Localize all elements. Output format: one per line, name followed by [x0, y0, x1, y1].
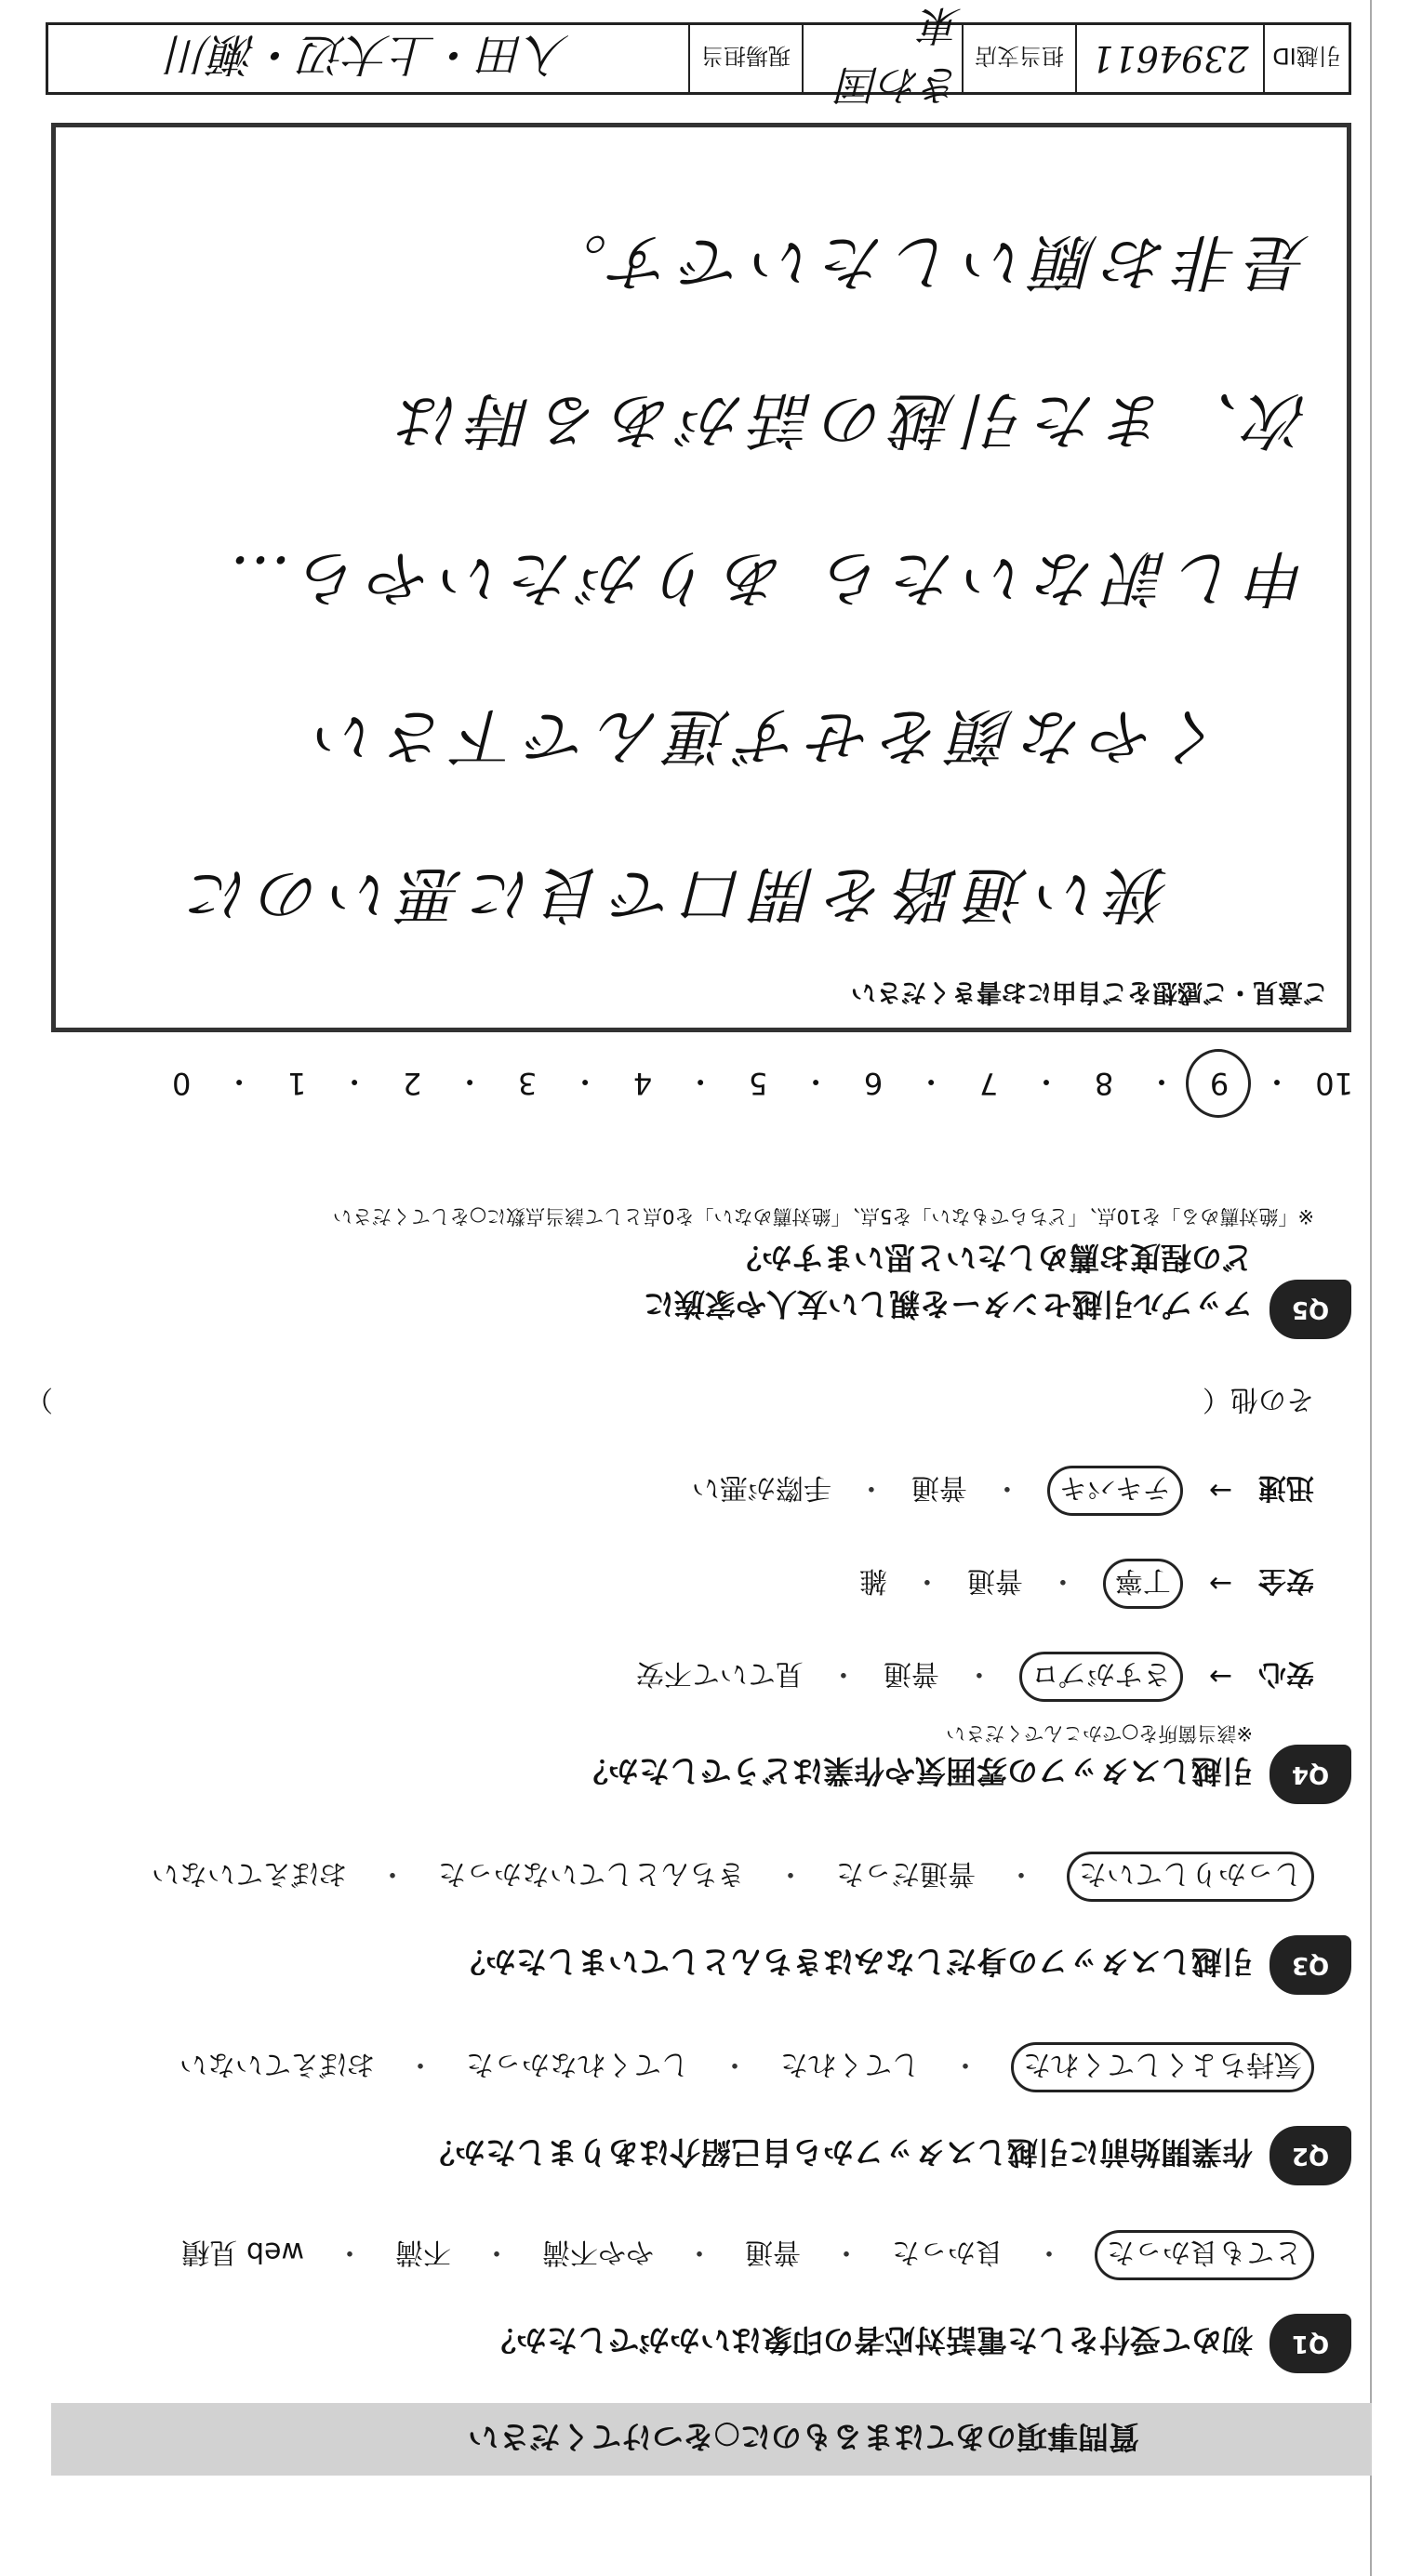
q5-separator: ・	[224, 1064, 255, 1099]
q2-option[interactable]: してくれなかった	[466, 2048, 689, 2080]
q3-separator: ・	[777, 1857, 804, 1890]
q4-row-label: 安心	[1258, 1657, 1314, 1690]
q1-separator: ・	[483, 2236, 511, 2268]
id-value: 2394611	[1075, 25, 1263, 92]
q5-score-option[interactable]: 0	[171, 1066, 192, 1101]
q5-note: ※「絶対薦める」を10点、「どちらでもない」を5点、「絶対薦めない」を0点として該当点数に○をしてください	[332, 1205, 1314, 1228]
q1-option[interactable]: 不満	[395, 2236, 451, 2268]
q3-option[interactable]: 普通だった	[836, 1857, 976, 1890]
q4-note: ※該当箇所を○でかこんでください	[946, 1722, 1253, 1745]
q4-option[interactable]: テキパキ	[1047, 1466, 1183, 1516]
q4-row-label: 迅速	[1258, 1471, 1314, 1504]
comment-box	[51, 123, 1351, 1032]
q5-separator: ・	[1262, 1064, 1293, 1099]
q5-score-option[interactable]: 4	[632, 1066, 653, 1101]
q4-row	[636, 1652, 1314, 1702]
q4-option[interactable]: 普通	[883, 1657, 939, 1690]
q1-text: 初めて受付をした電話対応者の印象はいかがでしたか？	[485, 2322, 1253, 2358]
q1-option[interactable]: 良かった	[892, 2236, 1004, 2268]
comment-line-3: 申し訳ないたら ありがたいやら…	[220, 542, 1309, 614]
q2-separator: ・	[406, 2048, 434, 2080]
staff-label: 現場担当	[688, 25, 802, 92]
instruction-text: 質問事項のあてはまるものに○をつけてください	[468, 2419, 1139, 2456]
q3-option[interactable]: おぼえていない	[152, 1857, 347, 1890]
q5-score-option[interactable]: 6	[863, 1066, 884, 1101]
instruction-bar	[51, 2403, 1372, 2476]
page-edge	[1370, 0, 1409, 2576]
q4-separator: ・	[857, 1471, 885, 1504]
q1-option[interactable]: やや不満	[542, 2236, 654, 2268]
q1-options	[181, 2230, 1314, 2280]
q4-option[interactable]: 普通	[911, 1471, 967, 1504]
q5-separator: ・	[916, 1064, 947, 1099]
q4-other-label: その他（	[1203, 1383, 1314, 1415]
q5-text-line1: アップル引越センターを親しい友人や家族に	[643, 1286, 1253, 1322]
q5-separator: ・	[455, 1064, 485, 1099]
q2-option[interactable]: してくれた	[780, 2048, 920, 2080]
q2-option[interactable]: 気持ちよくしてくれた	[1011, 2042, 1314, 2092]
q5-icon: Q5	[1269, 1280, 1351, 1339]
q5-score-option[interactable]: 9	[1201, 1066, 1238, 1101]
q1-option[interactable]: 普通	[745, 2236, 801, 2268]
q5-separator: ・	[570, 1064, 601, 1099]
q1-separator: ・	[1035, 2236, 1063, 2268]
q1-option[interactable]: とても良かった	[1095, 2230, 1314, 2280]
id-label: 引越ID	[1263, 25, 1349, 92]
q4-row	[859, 1559, 1314, 1609]
q4-option[interactable]: 手際が悪い	[691, 1471, 831, 1504]
q3-option[interactable]: しっかりしていた	[1067, 1852, 1314, 1902]
q4-option[interactable]: 丁寧	[1103, 1559, 1183, 1609]
q4-row-label: 安全	[1258, 1564, 1314, 1597]
comment-line-1: 狭い通路を開口で良に悪いのに	[180, 858, 1170, 930]
q4-separator: ・	[1048, 1564, 1077, 1597]
q4-icon: Q4	[1269, 1745, 1351, 1804]
comment-line-2: くやな顔をせず運んで下さい	[307, 700, 1226, 772]
arrow-icon: →	[1208, 1660, 1232, 1693]
q4-option[interactable]: 普通	[966, 1564, 1023, 1597]
comment-line-4: 次、また引越の話がある時は	[391, 384, 1309, 456]
q5-score-option[interactable]: 7	[978, 1066, 999, 1101]
q4-text: 引越しスタッフの雰囲気や作業はどうでしたか？	[578, 1753, 1253, 1789]
comment-title: ご意見・ご感想をご自由にお書きください	[851, 977, 1328, 1006]
header-strip	[46, 1, 1351, 108]
branch-label: 担当支店	[962, 25, 1075, 92]
q3-icon: Q3	[1269, 1935, 1351, 1995]
q5-score-option[interactable]: 8	[1094, 1066, 1114, 1101]
comment-line-5: 是非お願いしたいです。	[537, 226, 1309, 298]
q1-separator: ・	[685, 2236, 713, 2268]
q5-score-option[interactable]: 3	[517, 1066, 538, 1101]
q5-separator: ・	[339, 1064, 370, 1099]
q5-rating-scale	[163, 1056, 1353, 1111]
q4-other	[25, 1382, 1314, 1423]
q2-options	[179, 2042, 1314, 2092]
q1-option[interactable]: web 見積	[181, 2236, 304, 2268]
q4-other-close: ）	[25, 1383, 53, 1415]
q2-separator: ・	[951, 2048, 979, 2080]
q5-separator: ・	[1031, 1064, 1062, 1099]
q5-score-option[interactable]: 2	[402, 1066, 422, 1101]
q4-separator: ・	[964, 1657, 993, 1690]
q4-option[interactable]: 雑	[858, 1564, 887, 1597]
q4-separator: ・	[829, 1657, 857, 1690]
q2-icon: Q2	[1269, 2126, 1351, 2185]
q3-options	[152, 1852, 1314, 1902]
q3-option[interactable]: きちんとしていなかった	[438, 1857, 745, 1890]
q4-separator: ・	[992, 1471, 1021, 1504]
q4-option[interactable]: さすがプロ	[1019, 1652, 1183, 1702]
staff-value: 入田・上大辺・瀬川	[167, 28, 570, 81]
q1-icon: Q1	[1269, 2314, 1351, 2373]
q3-separator: ・	[379, 1857, 406, 1890]
q5-separator: ・	[685, 1064, 716, 1099]
q4-row	[692, 1466, 1314, 1516]
q1-separator: ・	[336, 2236, 364, 2268]
arrow-icon: →	[1208, 1474, 1232, 1507]
q2-text: 作業開始前に引越しスタッフから自己紹介はありましたか？	[424, 2134, 1253, 2171]
q5-score-option[interactable]: 1	[286, 1066, 307, 1101]
q5-score-option[interactable]: 10	[1315, 1066, 1353, 1101]
arrow-icon: →	[1208, 1567, 1232, 1600]
q3-separator: ・	[1007, 1857, 1035, 1890]
q4-option[interactable]: 見ていて不安	[635, 1657, 804, 1690]
q5-text-line2: どの程度お薦めしたいと思いますか？	[731, 1240, 1253, 1276]
q2-option[interactable]: おぼえていない	[179, 2048, 375, 2080]
q5-score-option[interactable]: 5	[748, 1066, 768, 1101]
q4-separator: ・	[912, 1564, 941, 1597]
q3-text: 引越しスタッフの身だしなみはきちんとしていましたか？	[455, 1944, 1253, 1980]
q5-separator: ・	[1147, 1064, 1177, 1099]
q2-separator: ・	[721, 2048, 749, 2080]
q1-separator: ・	[832, 2236, 860, 2268]
q5-separator: ・	[801, 1064, 831, 1099]
branch-value: きわ国東	[802, 25, 962, 92]
